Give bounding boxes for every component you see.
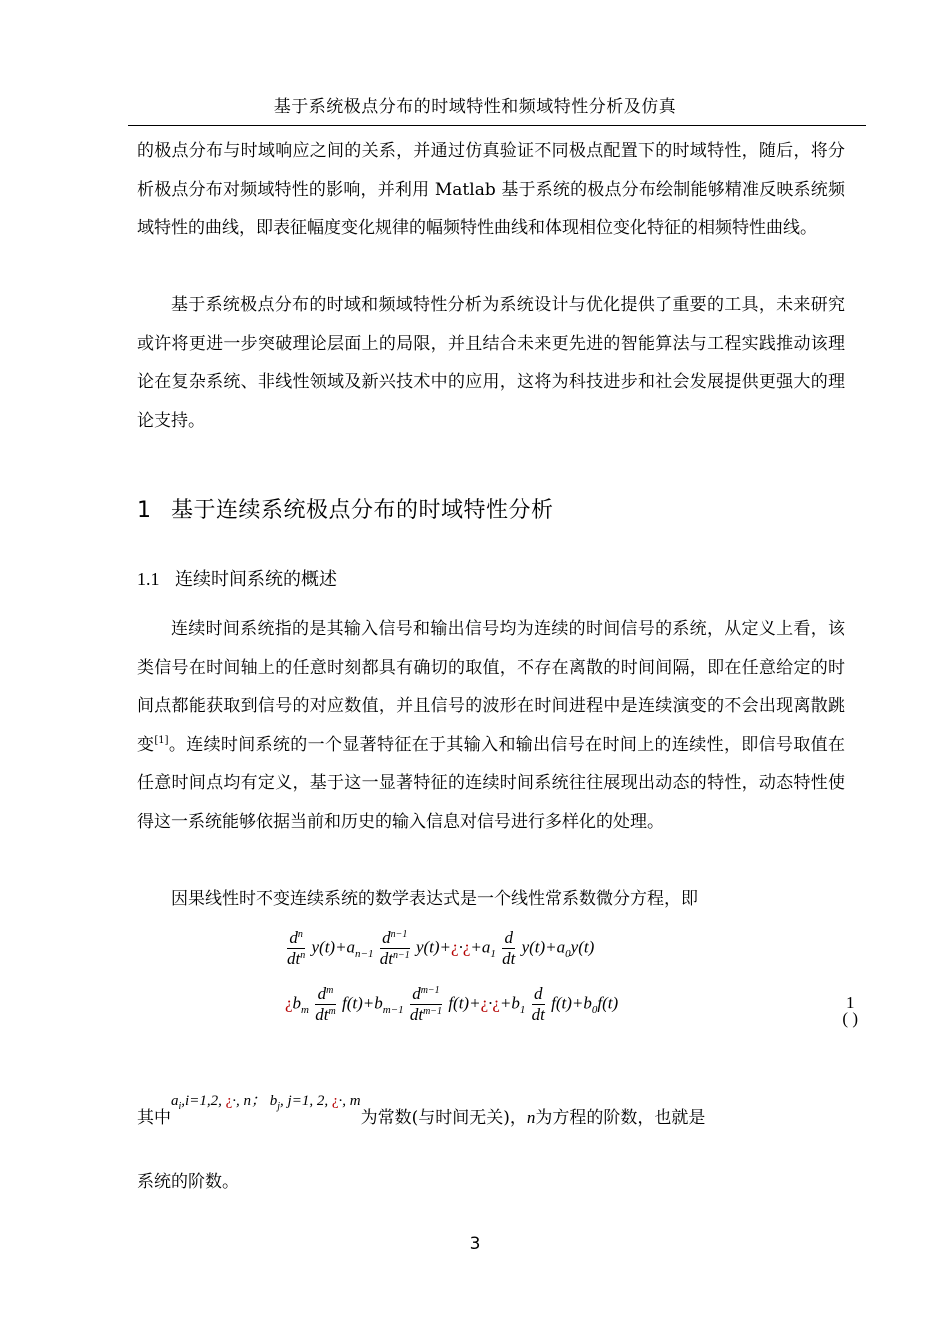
unknown-glyph: ¿ — [480, 993, 489, 1013]
order-variable: n — [526, 1108, 536, 1127]
coefficient-list: $a_i,i=1,2$, ¿·, n； $b_j$, j=1, 2, ¿·, m — [171, 1093, 361, 1112]
body-text-a: 连续时间系统指的是其输入信号和输出信号均为连续的时间信号的系统，从定义上看，该类信号在时间轴上的任意时刻都具有确切的取值，不存在离散的时间间隔，即在任意给定的时间点都能获取到信号的对应数值，并且信号的波形在时间进程中是连续演变的不会出现离散跳变 — [137, 619, 845, 755]
unknown-glyph: ¿ — [451, 937, 459, 957]
unknown-glyph: ¿ — [462, 937, 471, 957]
section-number: 1 — [137, 498, 152, 523]
body-paragraph-equation-intro: 因果线性时不变连续系统的数学表达式是一个线性常系数微分方程，即 — [171, 889, 698, 909]
where-clause — [137, 1093, 706, 1130]
section-heading-1 — [137, 493, 554, 524]
where-text-1: 为常数(与时间无关)， — [360, 1108, 527, 1128]
page-header-title: 基于系统极点分布的时域特性和频域特性分析及仿真 — [273, 97, 677, 117]
where-text-2: 为方程的阶数，也就是 — [535, 1108, 706, 1128]
subsection-heading-1-1 — [137, 565, 337, 591]
intro-paragraph-1: 的极点分布与时域响应之间的关系，并通过仿真验证不同极点配置下的时域特性，随后，将分析极点分布对频域特性的影响，并利用 Matlab 基于系统的极点分布绘制能够精准反映系统频域特性的曲线，即表征幅度变化规律的幅频特性曲线和体现相位变化特征的相频特性曲线。 — [137, 141, 845, 238]
subsection-title: 连续时间系统的概述 — [175, 569, 337, 590]
equation-number-parens: ( ) — [842, 1009, 858, 1028]
section-title: 基于连续系统极点分布的时域特性分析 — [171, 498, 554, 523]
where-prefix: 其中 — [137, 1108, 171, 1128]
body-paragraph-continuous-systems — [137, 610, 845, 841]
where-clause-line-2: 系统的阶数。 — [137, 1172, 239, 1192]
intro-paragraph-2: 基于系统极点分布的时域和频域特性分析为系统设计与优化提供了重要的工具，未来研究或许将更进一步突破理论层面上的局限，并且结合未来更先进的智能算法与工程实践推动该理论在复杂系统、非线性领域及新兴技术中的应用，这将为科技进步和社会发展提供更强大的理论支持。 — [137, 295, 845, 431]
unknown-glyph: ¿ — [285, 993, 293, 1013]
unknown-glyph: ¿ — [492, 993, 500, 1013]
page-number: 3 — [469, 1234, 481, 1254]
equation-number — [842, 995, 858, 1027]
header-rule — [128, 125, 866, 126]
equation-line-2: ¿$b_m$ $\frac{d^m}{dt^m}$ $f(t)+b_{m-1}$ $\frac{d^{m-1}}{dt^{m-1}}$ $f(t)+¿\cdot¿+b_1$ $\frac{d}{dt}$ $f(t)+b_0f(t)$ — [285, 984, 619, 1024]
body-text-b: 。连续时间系统的一个显著特征在于其输入和输出信号在时间上的连续性，即信号取值在任意时间点均有定义，基于这一显著特征的连续时间系统往往展现出动态的特性，动态特性使得这一系统能够依据当前和历史的输入信息对信号进行多样化的处理。 — [137, 734, 846, 832]
equation-line-1: $\frac{d^n}{dt^n}$ $y(t)+a_{n-1}$ $\frac{d^{n-1}}{dt^{n-1}}$ $y(t)+¿\cdot¿+a_1$ $\frac{d}{dt}$ $y(t)+a_0y(t)$ — [287, 928, 595, 968]
equation-number-top: 1 — [845, 993, 855, 1012]
subsection-number: 1.1 — [137, 569, 160, 589]
citation-ref: [1] — [154, 734, 169, 746]
